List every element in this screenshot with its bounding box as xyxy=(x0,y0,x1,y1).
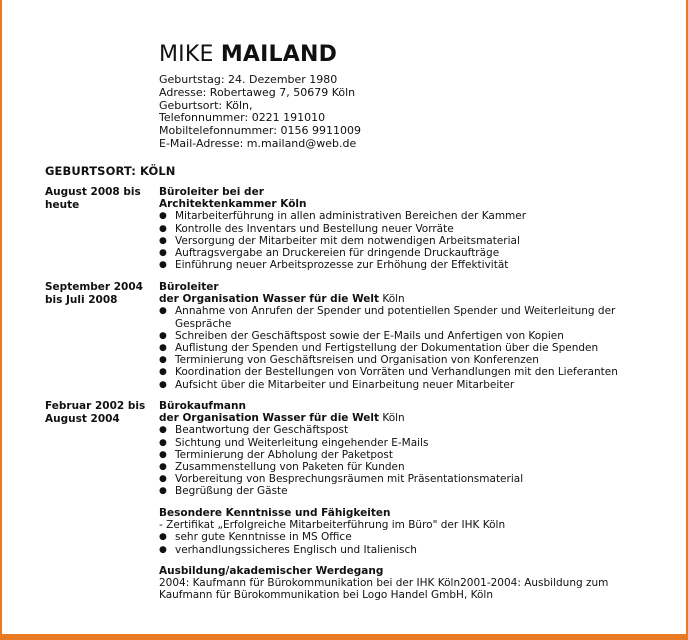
bullet-icon: ● xyxy=(159,306,167,317)
education-title: Ausbildung/akademischer Werdegang xyxy=(159,565,384,577)
bullet-icon: ● xyxy=(159,355,167,366)
job-entry xyxy=(159,400,639,498)
job-organisation xyxy=(159,198,639,210)
job-date: Februar 2002 bis August 2004 xyxy=(45,400,146,425)
job-title: Büroleiter bei der xyxy=(159,186,264,198)
list-item: ● Versorgung der Mitarbeiter mit dem notwendigen Arbeitsmaterial xyxy=(159,234,520,247)
bullet-icon: ● xyxy=(159,437,167,448)
list-item: ● Beantwortung der Geschäftspost xyxy=(159,424,349,437)
list-item: ● Auflistung der Spenden und Fertigstellung der Dokumentation über die Spenden xyxy=(159,342,599,355)
bullet-icon: ● xyxy=(159,532,167,543)
list-item: ● Zusammenstellung von Paketen für Kunden xyxy=(159,461,405,474)
bullet-icon: ● xyxy=(159,248,167,259)
contact-mobile: Mobiltelefonnummer: 0156 9911009 xyxy=(159,124,361,138)
list-item: ● Annahme von Anrufen der Spender und potentiellen Spender und Weiterleitung der Gespräche xyxy=(159,305,616,330)
job-date: August 2008 bis heute xyxy=(45,186,141,211)
list-item: ● Einführung neuer Arbeitsprozesse zur Erhöhung der Effektivität xyxy=(159,259,509,272)
bullet-icon: ● xyxy=(159,379,167,390)
org-name: Architektenkammer Köln xyxy=(159,198,307,211)
list-item: ● Terminierung von Geschäftsreisen und Organisation von Konferenzen xyxy=(159,354,539,367)
list-item: ● Terminierung der Abholung der Paketpost xyxy=(159,448,393,461)
list-item: ● Vorbereitung von Besprechungsräumen mit Präsentationsmaterial xyxy=(159,473,524,486)
org-city: Köln xyxy=(379,412,405,425)
job-entry xyxy=(159,186,639,271)
contact-address: Adresse: Robertaweg 7, 50679 Köln xyxy=(159,85,356,99)
section-title: GEBURTSORT: KÖLN xyxy=(45,164,176,178)
list-item: ● Mitarbeiterführung in allen administrativen Bereichen der Kammer xyxy=(159,210,527,223)
list-item: ● sehr gute Kenntnisse in MS Office xyxy=(159,531,352,544)
org-name: der Organisation Wasser für die Welt xyxy=(159,293,380,306)
first-name: MIKE xyxy=(159,42,214,67)
bullet-icon: ● xyxy=(159,235,167,246)
skills-certificate: - Zertifikat „Erfolgreiche Mitarbeiterführung im Büro" der IHK Köln xyxy=(159,519,506,532)
job-organisation xyxy=(159,293,639,305)
job-organisation xyxy=(159,412,639,424)
bullet-icon: ● xyxy=(159,223,167,234)
contact-phone: Telefonnummer: 0221 191010 xyxy=(159,111,326,125)
bullet-icon: ● xyxy=(159,425,167,436)
job-date: September 2004 bis Juli 2008 xyxy=(45,281,143,306)
last-name: MAILAND xyxy=(220,42,338,67)
bullet-icon: ● xyxy=(159,544,167,555)
list-item: ● Kontrolle des Inventars und Bestellung neuer Vorräte xyxy=(159,222,454,235)
org-city: Köln xyxy=(379,293,405,306)
education-text: 2004: Kaufmann für Bürokommunikation bei der IHK Köln2001-2004: Ausbildung zum Kaufmann für Bürokommunikation bei Logo Handel GmbH, Köln xyxy=(159,577,609,602)
bullet-icon: ● xyxy=(159,330,167,341)
bullet-icon: ● xyxy=(159,474,167,485)
bullet-icon: ● xyxy=(159,211,167,222)
list-item: ● verhandlungssicheres Englisch und Italienisch xyxy=(159,543,417,556)
list-item: ● Koordination der Bestellungen von Vorräten und Verhandlungen mit den Lieferanten xyxy=(159,366,618,379)
education-section xyxy=(159,565,639,602)
bullet-icon: ● xyxy=(159,486,167,497)
list-item: ● Begrüßung der Gäste xyxy=(159,485,288,498)
list-item: ● Aufsicht über die Mitarbeiter und Einarbeitung neuer Mitarbeiter xyxy=(159,378,515,391)
job-entry xyxy=(159,281,639,391)
list-item: ● Schreiben der Geschäftspost sowie der E-Mails und Anfertigen von Kopien xyxy=(159,329,564,342)
bullet-icon: ● xyxy=(159,449,167,460)
skills-section xyxy=(159,507,639,556)
job-title: Bürokaufmann xyxy=(159,400,246,412)
bullet-icon: ● xyxy=(159,462,167,473)
contact-birthday: Geburtstag: 24. Dezember 1980 xyxy=(159,73,338,86)
contact-birthplace: Geburtsort: Köln, xyxy=(159,98,253,112)
bullet-icon: ● xyxy=(159,343,167,354)
job-title: Büroleiter xyxy=(159,281,219,293)
contact-email: E-Mail-Adresse: m.mailand@web.de xyxy=(159,136,357,150)
list-item: ● Sichtung und Weiterleitung eingehender E-Mails xyxy=(159,436,429,449)
list-item: ● Auftragsvergabe an Druckereien für dringende Druckaufträge xyxy=(159,247,500,260)
bullet-icon: ● xyxy=(159,367,167,378)
bullet-icon: ● xyxy=(159,260,167,271)
org-name: der Organisation Wasser für die Welt xyxy=(159,412,380,425)
contact-details xyxy=(159,74,361,151)
person-name xyxy=(159,42,337,67)
skills-title: Besondere Kenntnisse und Fähigkeiten xyxy=(159,507,391,519)
